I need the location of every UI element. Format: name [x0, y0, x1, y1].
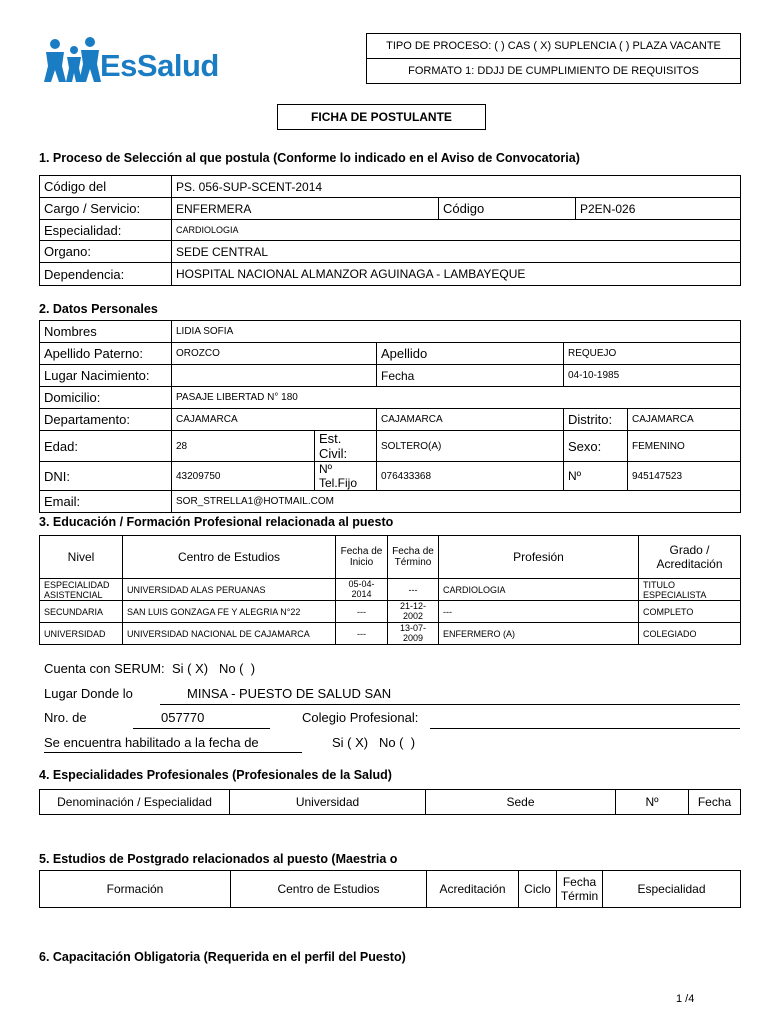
tel-value: 076433368 — [377, 462, 564, 491]
col-formacion: Formación — [40, 871, 231, 908]
ap-paterno-value: OROZCO — [172, 343, 377, 365]
col-sede: Sede — [426, 790, 616, 815]
dependencia-label: Dependencia: — [40, 263, 172, 286]
edad-value: 28 — [172, 431, 315, 462]
departamento-value: CAJAMARCA — [172, 409, 377, 431]
sexo-label: Sexo: — [564, 431, 628, 462]
col-fecha-termino: Fecha Términ — [557, 871, 603, 908]
nombres-label: Nombres — [40, 321, 172, 343]
serum-value: Si ( X) No ( ) — [172, 661, 256, 676]
nro-label: Nro. de — [44, 710, 87, 725]
serum-label: Cuenta con SERUM: — [44, 661, 165, 676]
nro-value: 057770 — [161, 710, 205, 725]
tel-label: Nº Tel.Fijo — [315, 462, 377, 491]
distrito-value: CAJAMARCA — [628, 409, 741, 431]
lugar-nac-label: Lugar Nacimiento: — [40, 365, 172, 387]
format-line: FORMATO 1: DDJJ DE CUMPLIMIENTO DE REQUISITOS — [367, 59, 741, 84]
termino-cell: 13-07-2009 — [388, 623, 439, 645]
section2-heading: 2. Datos Personales — [39, 302, 158, 316]
centro-cell: SAN LUIS GONZAGA FE Y ALEGRIA N°22 — [123, 601, 336, 623]
lugar-serum-value: MINSA - PUESTO DE SALUD SAN — [187, 686, 392, 701]
especialidad-label: Especialidad: — [40, 220, 172, 241]
departamento-label: Departamento: — [40, 409, 172, 431]
centro-cell: UNIVERSIDAD NACIONAL DE CAJAMARCA — [123, 623, 336, 645]
est-civil-label: Est. Civil: — [315, 431, 377, 462]
lugar-serum-underline — [160, 704, 740, 705]
profesion-cell: ENFERMERO (A) — [439, 623, 639, 645]
codigo2-value: P2EN-026 — [576, 198, 741, 220]
edad-label: Edad: — [40, 431, 172, 462]
codigo-value: PS. 056-SUP-SCENT-2014 — [172, 176, 741, 198]
section6-heading: 6. Capacitación Obligatoria (Requerida en el perfil del Puesto) — [39, 950, 406, 964]
sexo-value: FEMENINO — [628, 431, 741, 462]
especialidades-table — [39, 789, 741, 815]
cel-label: Nº — [564, 462, 628, 491]
inicio-cell: 05-04-2014 — [336, 579, 388, 601]
habilitado-label: Se encuentra habilitado a la fecha de — [44, 735, 259, 750]
cargo-value: ENFERMERA — [172, 198, 439, 220]
nombres-value: LIDIA SOFIA — [172, 321, 741, 343]
section1-heading: 1. Proceso de Selección al que postula (Conforme lo indicado en el Aviso de Convocatoria) — [39, 151, 580, 165]
codigo2-label: Código — [439, 198, 576, 220]
section2-table — [39, 320, 741, 513]
colegio-label: Colegio Profesional: — [302, 710, 419, 725]
dependencia-value: HOSPITAL NACIONAL ALMANZOR AGUINAGA - LAMBAYEQUE — [172, 263, 741, 286]
ap-paterno-label: Apellido Paterno: — [40, 343, 172, 365]
col-profesion: Profesión — [439, 536, 639, 579]
organo-label: Organo: — [40, 241, 172, 263]
section3-heading: 3. Educación / Formación Profesional relacionada al puesto — [39, 515, 394, 529]
codigo-label: Código del — [40, 176, 172, 198]
col-universidad: Universidad — [230, 790, 426, 815]
fecha-label: Fecha — [377, 365, 564, 387]
process-type-line: TIPO DE PROCESO: ( ) CAS ( X) SUPLENCIA ( ) PLAZA VACANTE — [367, 34, 741, 59]
apellido-value: REQUEJO — [564, 343, 741, 365]
nivel-cell: ESPECIALIDAD ASISTENCIAL — [40, 579, 123, 601]
especialidad-value: CARDIOLOGIA — [172, 220, 741, 241]
grado-cell: COLEGIADO — [639, 623, 741, 645]
col-centro-estudios: Centro de Estudios — [231, 871, 427, 908]
col-numero: Nº — [616, 790, 689, 815]
col-fecha: Fecha — [689, 790, 741, 815]
postgrado-table — [39, 870, 741, 908]
inicio-cell: --- — [336, 623, 388, 645]
email-value: SOR_STRELLA1@HOTMAIL.COM — [172, 491, 741, 513]
distrito-label: Distrito: — [564, 409, 628, 431]
grado-cell: COMPLETO — [639, 601, 741, 623]
termino-cell: 21-12-2002 — [388, 601, 439, 623]
col-acreditacion: Acreditación — [427, 871, 519, 908]
table-row — [40, 623, 741, 645]
col-grado: Grado / Acreditación — [639, 536, 741, 579]
section1-table — [39, 175, 741, 286]
process-type-box — [366, 33, 741, 84]
inicio-cell: --- — [336, 601, 388, 623]
section4-heading: 4. Especialidades Profesionales (Profesionales de la Salud) — [39, 768, 392, 782]
cargo-label: Cargo / Servicio: — [40, 198, 172, 220]
brand-name: EsSalud — [100, 48, 219, 83]
col-especialidad: Especialidad — [603, 871, 741, 908]
education-table — [39, 535, 741, 645]
lugar-serum-label: Lugar Donde lo — [44, 686, 133, 701]
essalud-logo — [42, 36, 232, 86]
profesion-cell: --- — [439, 601, 639, 623]
col-denominacion: Denominación / Especialidad — [40, 790, 230, 815]
email-label: Email: — [40, 491, 172, 513]
provincia-value: CAJAMARCA — [377, 409, 564, 431]
nivel-cell: UNIVERSIDAD — [40, 623, 123, 645]
colegio-underline — [430, 728, 740, 729]
col-ciclo: Ciclo — [519, 871, 557, 908]
est-civil-value: SOLTERO(A) — [377, 431, 564, 462]
page-number: 1 /4 — [676, 993, 695, 1005]
col-fecha-termino: Fecha de Término — [388, 536, 439, 579]
dni-label: DNI: — [40, 462, 172, 491]
col-fecha-inicio: Fecha de Inicio — [336, 536, 388, 579]
lugar-nac-value — [172, 365, 377, 387]
table-row — [40, 579, 741, 601]
col-nivel: Nivel — [40, 536, 123, 579]
domicilio-value: PASAJE LIBERTAD N° 180 — [172, 387, 741, 409]
profesion-cell: CARDIOLOGIA — [439, 579, 639, 601]
table-row — [40, 601, 741, 623]
col-centro: Centro de Estudios — [123, 536, 336, 579]
apellido-label: Apellido — [377, 343, 564, 365]
habilitado-value: Si ( X) No ( ) — [332, 735, 416, 750]
habilitado-underline — [44, 752, 302, 753]
fecha-value: 04-10-1985 — [564, 365, 741, 387]
nro-underline — [133, 728, 270, 729]
nivel-cell: SECUNDARIA — [40, 601, 123, 623]
grado-cell: TITULO ESPECIALISTA — [639, 579, 741, 601]
page-title: FICHA DE POSTULANTE — [277, 104, 486, 130]
section5-heading: 5. Estudios de Postgrado relacionados al puesto (Maestria o — [39, 852, 398, 866]
dni-value: 43209750 — [172, 462, 315, 491]
domicilio-label: Domicilio: — [40, 387, 172, 409]
cel-value: 945147523 — [628, 462, 741, 491]
organo-value: SEDE CENTRAL — [172, 241, 741, 263]
termino-cell: --- — [388, 579, 439, 601]
centro-cell: UNIVERSIDAD ALAS PERUANAS — [123, 579, 336, 601]
